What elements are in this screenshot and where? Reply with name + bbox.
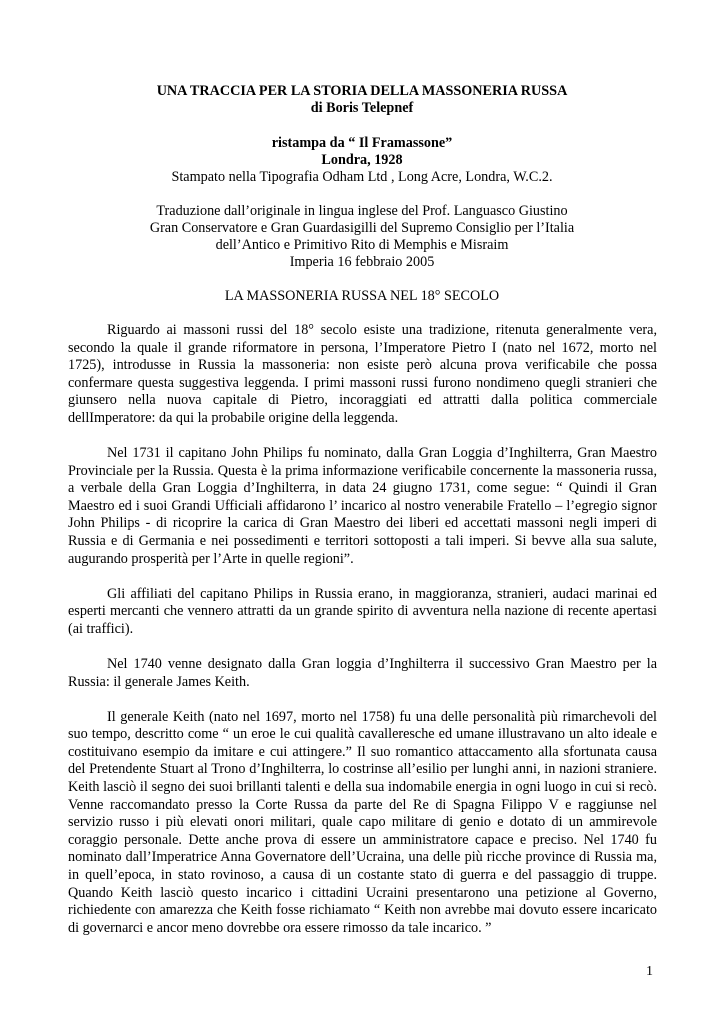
printer-info: Stampato nella Tipografia Odham Ltd , Long Acre, Londra, W.C.2. [171, 169, 553, 185]
translation-line: Traduzione dall’originale in lingua inglese del Prof. Languasco Giustino [156, 203, 568, 219]
reprint-source: ristampa da “ Il Framassone” [271, 135, 453, 151]
document-header [0, 83, 724, 271]
page-number: 1 [646, 964, 653, 979]
translation-date: Imperia 16 febbraio 2005 [289, 254, 435, 270]
paragraph: Gli affiliati del capitano Philips in Russia erano, in maggioranza, stranieri, audaci marinai ed esperti mercanti che vennero attratti da un grande spirito di avventura nella nazione di recente apertasi (ai traffici). [68, 585, 657, 637]
paragraph: Il generale Keith (nato nel 1697, morto nel 1758) fu una delle personalità più rimarchevoli del suo tempo, descritto come “ un eroe le cui qualità cavalleresche ed umane illustravano un alto ideale e costituivano esempio da imitare e cui attingere.” Il suo romantico attaccamento alla sfortunata causa del Pretendente Stuart al Trono d’Inghilterra, lo costrinse all’esilio per lunghi anni, in nazioni straniere. Keith lasciò il segno dei suoi brillanti talenti e della sua indomabile energia in ogni luogo in cui si recò. Venne raccomandato presso la Corte Russa da parte del Re di Spagna Filippo V e raggiunse nel servizio russo i più elevati onori militari, quale capo militare di genio e dotato di un ammirevole coraggio personale. Dette anche prova di essere un amministratore capace e preciso. Nel 1740 fu nominato dall’Imperatrice Anna Governatore dell’Ucraina, una delle più ricche province di Russia ma, in quell’epoca, in stato rovinoso, a causa di un costante stato di guerra e del passaggio di truppe. Quando Keith lasciò questo incarico i cittadini Ucraini presentarono una petizione al Governo, richiedente con amarezza che Keith fosse richiamato “ Keith non avrebbe mai dovuto essere incaricato di governarci e ancor meno dovrebbe ora essere rimosso da tale incarico. ” [68, 708, 657, 936]
section-title: LA MASSONERIA RUSSA NEL 18° SECOLO [224, 288, 500, 304]
document-author: di Boris Telepnef [310, 100, 414, 116]
paragraph: Nel 1731 il capitano John Philips fu nominato, dalla Gran Loggia d’Inghilterra, Gran Maestro Provinciale per la Russia. Questa è la prima informazione verificabile concernente la massoneria russa, a verbale della Gran Loggia d’Inghilterra, in data 24 giugno 1731, come segue: “ Quindi il Gran Maestro ed i suoi Grandi Ufficiali affidarono l’ incarico al nostro venerabile Fratello – l’egregio signor John Philips - di ricoprire la carica di Gran Maestro dei liberi ed accettati massoni negli imperi di Russia e di Germania e nei possedimenti e territori sottoposti a tali imperi. Si bevve alla sua salute, augurando prosperità per l’Arte in quelle regioni”. [68, 445, 657, 567]
document-title: UNA TRACCIA PER LA STORIA DELLA MASSONERIA RUSSA [156, 83, 568, 99]
translation-line: dell’Antico e Primitivo Rito di Memphis e Misraim [215, 237, 509, 253]
paragraph: Riguardo ai massoni russi del 18° secolo esiste una tradizione, ritenuta generalmente vera, secondo la quale il grande riformatore in persona, l’Imperatore Pietro I (nato nel 1672, morto nel 1725), introdusse in Russia la massoneria: non esiste però alcuna prova verificabile che possa confermare questa suggestiva leggenda. I primi massoni russi furono nondimeno quegli stranieri che giunsero nella nuova capitale di Pietro, incoraggiati ed attratti dalla politica commerciale dellImperatore: da qui la probabile origine della leggenda. [68, 322, 657, 426]
body-text [68, 322, 657, 955]
paragraph: Nel 1740 venne designato dalla Gran loggia d’Inghilterra il successivo Gran Maestro per la Russia: il generale James Keith. [68, 656, 657, 690]
translation-line: Gran Conservatore e Gran Guardasigilli del Supremo Consiglio per l’Italia [149, 220, 575, 236]
publication-place-year: Londra, 1928 [321, 152, 403, 168]
